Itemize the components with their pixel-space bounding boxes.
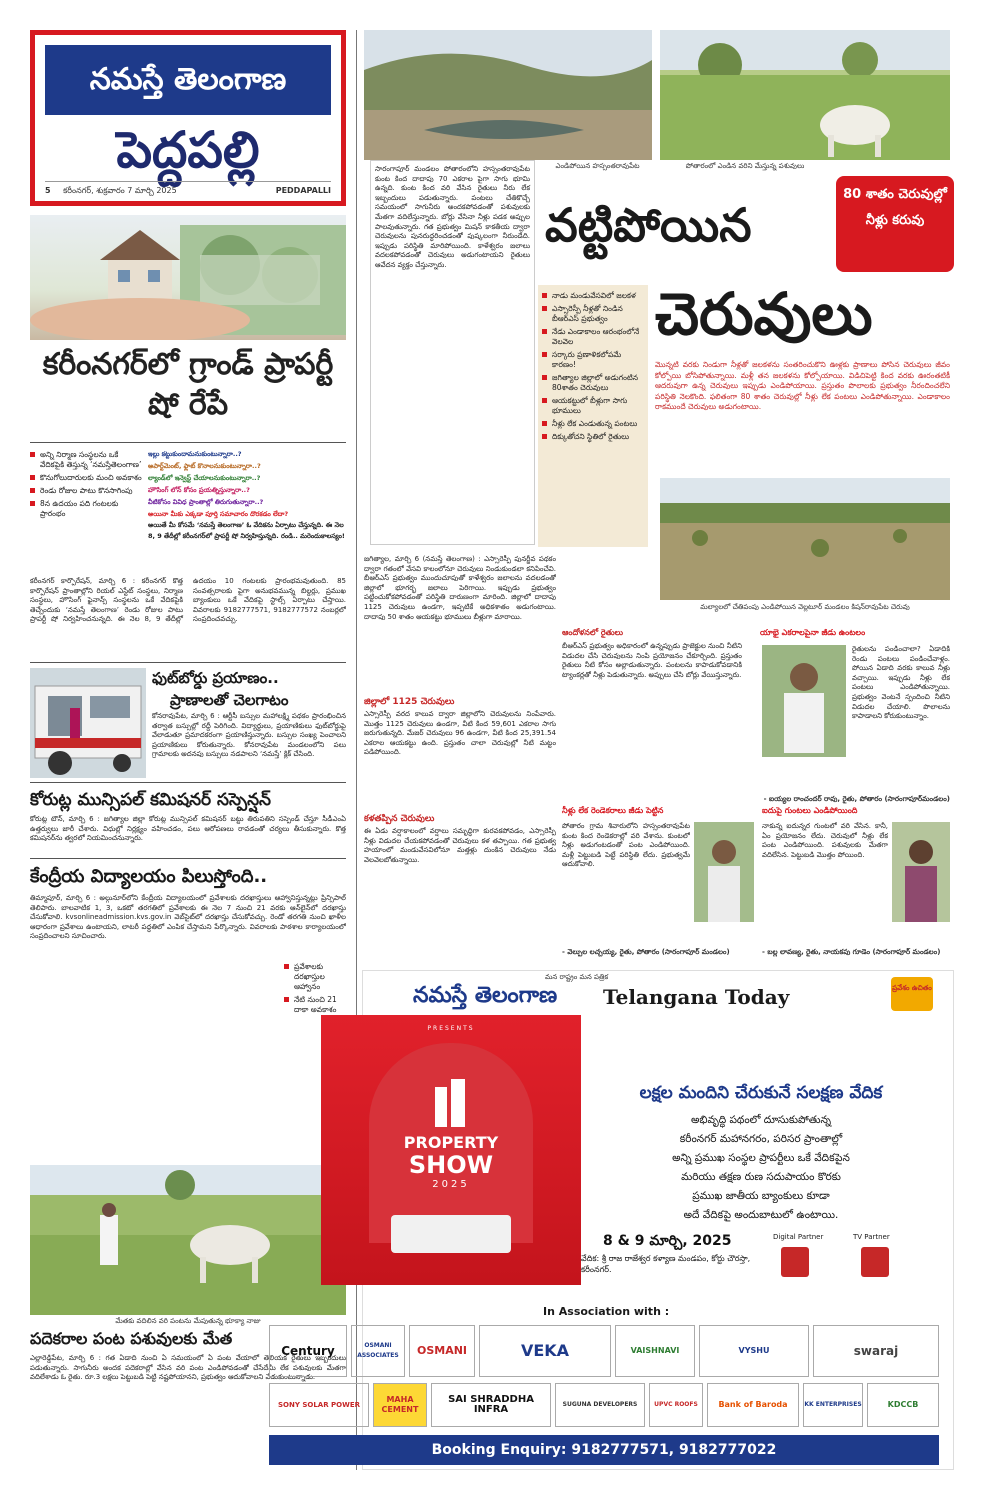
bullet-item: సర్కారు ప్రణాళికలోపమే కారణం! <box>542 350 644 370</box>
booking-enquiry: Booking Enquiry: 9182777571, 9182777022 <box>431 1442 777 1458</box>
free-entry: ప్రవేశం ఉచితం <box>892 984 932 992</box>
farmer1-photo <box>762 645 846 757</box>
sponsor-logo: MAHA CEMENT <box>373 1383 427 1427</box>
tanks-body-4: బీఆర్ఎస్ ప్రభుత్వం అధికారంలో ఉన్నప్పుడు ప్రాజెక్టుల నుంచి నీటిని విడుదల చేసి చెరువులను నింపి ప్రయోజనం చేకూర్చింది. ప్రస్తుతం రైతులు నీటి కోసం అల్లాడుతున్నారు. పంటలను కాపాడుకోవడానికి ట్యాంకర్లతో నీళ్లు పెడుతున్నారు. అప్పులు చేసి బోర్లు వేయిస్తున్నారు. <box>562 642 742 679</box>
ad-brand-te: నమస్తే తెలంగాణ <box>413 983 558 1008</box>
kvs-body: తిమ్మాపూర్, మార్చి 6 : అల్గునూర్‌లోని కేంద్రీయ విద్యాలయంలో ప్రవేశాలకు దరఖాస్తులు ఆహ్వానిస్తున్నట్లు ప్రిన్సిపాల్ తెలిపారు. బాలవాటిక 1, 3, ఒకటో తరగతిలో ప్రవేశాలకు ఈ నెల 7 నుంచి 21 వరకు ఆన్‌లైన్‌లో దరఖాస్తు చేసుకోవాలి. kvsonlineadmission.kvs.gov.in వెబ్‌సైట్‌లో దరఖాస్తు చేసుకోవచ్చు. రెండో తరగతి నుంచి ఖాళీల ఆధారంగా ప్రవేశాలు ఉంటాయని, లాటరీ పద్ధతిలో ఎంపిక చేస్తామని పేర్కొన్నారు. వివరాలకు పాఠశాల కార్యాలయంలో సంప్రదించాలని సూచించారు. <box>30 894 346 941</box>
bus-body: కోనరావుపేట, మార్చి 6 : ఆర్టీసీ బస్సుల మహాలక్ష్మి పథకం ప్రారంభించిన తర్వాత బస్సుల్లో రద్దీ పెరిగింది. విద్యార్థులు, ప్రయాణికులు ఫుట్‌బోర్డుపై వేలాడుతూ ప్రమాదకరంగా ప్రయాణిస్తున్నారు. బస్సుల సంఖ్య పెంచాలని ప్రయాణికులు కోరుతున్నారు. కోనరావుపేట మండలంలోని పలు గ్రామాలకు అదనపు బస్సులు నడపాలని ‘నమస్తే’ క్లిక్‌ చేసింది. <box>152 712 346 759</box>
tanks-sub-2: కళతప్పిన చెరువులు <box>364 814 435 824</box>
dateline: కరీంనగర్, శుక్రవారం 7 మార్చి 2025 <box>63 186 177 195</box>
korutla-headline: కోరుట్ల మున్సిపల్ కమిషనర్ సస్పెన్షన్ <box>30 790 271 810</box>
question-line: ఇల్లు కట్టుకుందామనుకుంటున్నారా..? <box>148 450 242 458</box>
ad-line: అదే వేదికపై అందుబాటులో ఉంటాయి. <box>683 1209 839 1221</box>
farmer2-quote: పోతారం గ్రామ శివారులోని హస్సంతరావుపేట కుంట కింద రెండెకరాల్లో వరి వేశాను. కుంటలో నీళ్లు అడుగంటడంతో పంట ఎండిపోయింది. మళ్లీ పెట్టుబడి పెట్టే పరిస్థితి లేదు. ప్రభుత్వమే ఆదుకోవాలి. <box>562 822 690 869</box>
fodder-headline: పదెకరాల పంట పశువులకు మేత <box>30 1329 233 1348</box>
bus-headline-1: ఫుట్‌బోర్డు ప్రయాణం.. <box>152 669 279 687</box>
question-line: వీటికోసం వివిధ ప్రాంతాల్లో తిరుగుతున్నారా..? <box>148 498 264 506</box>
property-body: కరీంనగర్ కార్పొరేషన్, మార్చి 6 : కరీంనగర్ కొత్త కార్పొరేషన్‌ ప్రాంతాల్లోని రియల్ ఎస్టేట్‌ సంస్థలు, నిర్మాణ సంస్థలు, హౌసింగ్ ఫైనాన్స్ సంస్థలను ఒకే వేదికపైకి తెచ్చేందుకు ‘నమస్తే తెలంగాణ’ రెండు రోజుల పాటు ప్రాపర్టీ షో నిర్వహించనున్నది. ఈ నెల 8, 9 తేదీల్లో ఉదయం 10 గంటలకు ప్రారంభమవుతుంది. 85 సంవత్సరాలకు పైగా అనుభవమున్న బిల్డర్లు, ప్రముఖ బ్యాంకులు ఒకే వేదికపై స్టాల్స్ ఏర్పాటు చేస్తాయి. వివరాలకు 9182777571, 9182777572 నంబర్లలో సంప్రదించవచ్చు. <box>30 577 346 624</box>
show-year: 2025 <box>432 1179 470 1190</box>
bullet-item: 8న ఉదయం పది గంటలకు ప్రారంభం <box>30 499 142 519</box>
tanks-headline-1: వట్టిపోయిన <box>545 198 752 252</box>
farmer2-attr: - వెల్పుల లచ్చయ్య, రైతు, పోతారం (సారంగాపూర్ మండలం) <box>562 948 730 956</box>
ad-dates: 8 & 9 మార్చి, 2025 <box>603 1233 732 1249</box>
bullet-item: అన్ని నిర్మాణ సంస్థలను ఒకే వేదికపైకి తెస్తున్న ‘నమస్తేతెలంగాణ’ <box>30 450 142 470</box>
sponsor-logo: VEKA <box>479 1325 611 1377</box>
tanks-body-1: జగిత్యాల, మార్చి 6 (నమస్తే తెలంగాణ) : ఎస్సారెస్పీ పునర్జీవ పథకం ద్వారా గతంలో వేసవి కాలంలోనూ చెరువులు నిండుకుండలా కనిపించేవి. బీఆర్ఎస్ ప్రభుత్వం ముందుచూపుతో కాళేశ్వరం జలాలను వదలడంతో జిల్లాలో భూగర్భ జలాలు పెరిగాయి. ఇప్పుడు ప్రభుత్వం పట్టించుకోకపోవడంతో పరిస్థితి దారుణంగా మారింది. జిల్లాలో దాదాపు 1125 చెరువులు ఉండగా, ఇప్పటికే అధికశాతం అడుగంటాయి. దాదాపు 50 శాతం ఆయకట్టు భూములు బీళ్లుగా మారాయి. <box>364 555 556 621</box>
tanks-caption-2: పోతారంలో ఎండిన వరిని మేస్తున్న పశువులు <box>685 162 805 170</box>
kvs-body-cont <box>30 962 280 1062</box>
badge-text: 80 శాతం చెరువుల్లో నీళ్లు కరువు <box>843 187 947 228</box>
tanks-caption-3: మల్యాలలో చేతిపంపు ఎండిపోయిన వెల్లటూర్ మండలం కిషన్‌రావుపేట చెరువు <box>700 603 910 611</box>
farmer2-title: నీళ్లు లేక రెండెకరాలు జీడు పెట్టిన <box>562 806 664 815</box>
fodder-body: ఎల్లారెడ్డిపేట, మార్చి 6 : గత ఏడాది నుంచి ఏ సమయంలో ఏ పంట వేయాలో తెలియక రైతులు ఇబ్బందులు పడుతున్నారు. సాగునీరు అందక పదెకరాల్లో వేసిన వరి పంట ఎండిపోవడంతో చేసేదేమీ లేక పశువులకు మేతగా వదిలేశాడు ఓ రైతు. రూ.3 లక్షలు పెట్టుబడి పెట్టి నష్టపోయానని, ప్రభుత్వం ఆదుకోవాలని వేడుకుంటున్నాడు. <box>30 1354 346 1382</box>
property-headline: కరీంనగర్‌లో గ్రాండ్ ప్రాపర్టీ షో రేపే <box>42 347 334 422</box>
property-show-graphic <box>321 1015 581 1285</box>
ad-line: మరియు తక్షణ రుణ సదుపాయం కొరకు <box>681 1171 841 1183</box>
farmer1-quote: రైతులను పండించాలా? ఏడాదికి రెండు పంటలు పండించేవాళ్లం. పోయిన ఏడాది వరకు కాలువ నీళ్లు వచ్చాయి. ఇప్పుడు నీళ్లు లేక పంటలు ఎండిపోతున్నాయి. ప్రభుత్వం వెంటనే స్పందించి నీటిని విడుదల చేయాలి. పొలాలను కాపాడాలని కోరుకుంటున్నాం. <box>852 645 950 721</box>
sponsor-logo: OSMANI ASSOCIATES <box>351 1325 405 1377</box>
korutla-body: కోరుట్ల టౌన్, మార్చి 6 : జగిత్యాల జిల్లా కోరుట్ల మున్సిపల్ కమిషనర్ బట్టు తిరుపతిని సస్పెండ్ చేస్తూ సీడీఎంఏ ఉత్తర్వులు జారీ చేశారు. విధుల్లో నిర్లక్ష్యం వహించడం, పలు ఆరోపణలు రావడంతో చర్యలు తీసుకున్నారు. కొత్త కమిషనర్‌ను త్వరలో నియమించనున్నారు. <box>30 815 346 843</box>
tanks-intro: మొన్నటి వరకు నిండుగా నీళ్లతో జలకళను సంతరించుకొని ఊళ్లకు ప్రాణాలు పోసిన చెరువులు జీవం కోల్పోయి బోసిపోతున్నాయి. మళ్లీ తన జలకళను కోల్పోయాయి. విడిచిపెట్టి కింద వరకు ఊరంతటికీ ఆదరువుగా ఉన్న చెరువులు ఇప్పుడు ఎండిపోయాయి. ప్రస్తుతం పొలాలకు ప్రభుత్వం నీరందించలేని పరిస్థితి నెలకొంది. ఫలితంగా 80 శాతం చెరువుల్లో నీళ్లు లేక పంటలు ఎండిపోతున్నాయి. ఎండాకాలం రాకముందే చెరువులు అడుగంటాయి. <box>655 360 950 412</box>
presents-label: PRESENTS <box>427 1025 475 1032</box>
bullet-item: జగిత్యాల జిల్లాలో అడుగంటిన 80శాతం చెరువులు <box>542 373 644 393</box>
sponsor-logo: KK ENTERPRISES <box>803 1383 863 1427</box>
kvs-bullets <box>284 962 346 1018</box>
ad-venue: వేదిక: శ్రీ రాజ రాజేశ్వర కళ్యాణ మండపం, కోర్టు చౌరస్తా, కరీంనగర్. <box>581 1254 751 1274</box>
ad-tagline: మన రాష్ట్రం మన పత్రిక <box>545 973 609 981</box>
property-bullets <box>30 450 142 522</box>
show-word-1: PROPERTY <box>403 1133 499 1152</box>
sponsor-logo: SONY SOLAR POWER <box>269 1383 369 1427</box>
farmer1-title: యాభై ఎకరాలపైనా జీడు ఉంటలం <box>760 628 866 637</box>
stv-logo <box>781 1247 809 1277</box>
ad-line: అభివృద్ధి పథంలో దూసుకుపోతున్న <box>691 1114 831 1126</box>
sponsor-logo: Bank of Baroda <box>707 1383 799 1427</box>
ad-line: అన్ని ప్రముఖ సంస్థల ప్రాపర్టీలు ఒకే వేదికపైన <box>672 1152 850 1164</box>
bullet-item: నాడు మండువేసవిలో జలకళ <box>542 291 644 301</box>
tanks-headline-2: చెరువులు <box>655 280 873 348</box>
ad-line: ప్రముఖ జాతీయ బ్యాంకులు కూడా <box>692 1190 830 1202</box>
bullet-item: ఎస్సారెస్పీ నీళ్లతో నిండిన బీఆర్ఎస్ ప్రభుత్వం <box>542 304 644 324</box>
tank-photo-2 <box>660 30 950 160</box>
question-line: అపార్ట్‌మెంట్, ఫ్లాట్ కొనాలనుకుంటున్నారా..? <box>148 462 261 470</box>
tanks-bullets <box>538 285 648 547</box>
farmer1-quote-cont <box>762 760 950 790</box>
bullet-item: ఆయకట్టులో బీళ్లుగా సాగు భూములు <box>542 396 644 416</box>
tank-photo-3 <box>660 478 950 600</box>
bullet-item: రెండు రోజుల పాటు కొనసాగింపు <box>30 486 142 496</box>
bullet-item: కొనుగోలుదారులకు మంచి అవకాశం <box>30 473 142 483</box>
ad-title: లక్షల మందిని చేరుకునే సలక్షణ వేదిక <box>639 1083 883 1103</box>
tanks-lead: సారంగాపూర్ మండలం పోతారంలోని హస్సంతరావుపేట కుంట కింద దాదాపు 70 ఎకరాల పైగా సాగు భూమి ఉన్నది. కుంట కింద వరి వేసిన రైతులు నీరు లేక ఇబ్బందులు పడుతున్నారు. పంటలు చేతికొచ్చే సమయంలో సాగునీరు అందకపోవడంతో పశువులకు మేతగా వదిలేస్తున్నారు. బోర్లు వేసినా నీళ్లు పడక అప్పుల పాలవుతున్నారు. గత ప్రభుత్వం మిషన్ కాకతీయ ద్వారా చెరువులను పునరుద్ధరించడంతో పుష్కలంగా నీరుండేది. ఇప్పుడు పరిస్థితి మారిపోయింది. కాళేశ్వరం జలాలు వదలకపోవడంతో చెరువులు అడుగంటాయని రైతులు ఆవేదన వ్యక్తం చేస్తున్నారు. <box>370 160 535 545</box>
bus-headline-2: ప్రాణాలతో చెలగాటం <box>170 691 289 709</box>
sponsor-logo: VAISHNAVI <box>615 1325 695 1377</box>
tanks-body-3: ఈ ఏడు వర్షాకాలంలో వర్షాలు సమృద్ధిగా కురవకపోవడం, ఎస్సారెస్పీ నీళ్లు విడుదల చేయకపోవడంతో చెరువులు కళ తప్పాయి. గత ప్రభుత్వ హయాంలో మండువేసవిలోనూ మత్తళ్లు దుంకిన చెరువులు నేడు వెలవెలబోతున్నాయి. <box>364 827 556 864</box>
farmer3-quote: నాకున్న ఐదున్నర గుంటలో వరి వేసిన. కానీ, ఏం ప్రయోజనం లేదు. చెరువులో నీళ్లు లేక పంట ఎండిపోయింది. పశువులకు మేతగా వదిలేసిన. పెట్టుబడి మొత్తం పోయింది. <box>762 822 888 859</box>
bullet-item: నీళ్లు లేక ఎండుతున్న పంటలు <box>542 419 644 429</box>
farmer1-attr: - ఐయ్యల రాంచందర్ రావు, రైతు, పోతారం (సారంగాపూర్‌మండలం) <box>763 795 950 803</box>
question-line: హౌసింగ్ లోన్ కోసం ప్రయత్నిస్తున్నారా..? <box>148 486 250 494</box>
property-house-image <box>30 215 346 340</box>
tnews-logo <box>861 1247 889 1277</box>
farmer3-title: ఐదుపై గుంటలు ఎండిపోయింది <box>762 806 858 815</box>
bullet-item: నేడు ఎండాకాలం ఆరంభంలోనే వెలవెల <box>542 327 644 347</box>
ad-brand-en: Telangana Today <box>603 985 790 1009</box>
promo-text: అయితే మీ కోసమే ‘నమస్తే తెలంగాణ’ ఓ వేదికను ఏర్పాటు చేస్తున్నది. ఈ నెల 8, 9 తేదీల్లో కరీంనగర్‌లో ప్రాపర్టీ షో నిర్వహిస్తున్నది. రండి.. మరెందుకాలస్యం! <box>148 521 345 540</box>
dateline-bar <box>45 181 331 199</box>
sponsor-logo: UPVC ROOFS <box>649 1383 703 1427</box>
property-questions <box>148 448 346 542</box>
tv-partner-label: TV Partner <box>853 1233 890 1241</box>
tanks-badge <box>836 176 954 272</box>
sponsor-logo: OSMANI <box>409 1325 475 1377</box>
sponsor-logo: swaraj <box>813 1325 939 1377</box>
tanks-caption-1: ఎండిపోయిన హస్సంతరావుపేట <box>555 162 640 170</box>
page-number: 5 <box>45 186 51 195</box>
digital-partner-label: Digital Partner <box>773 1233 824 1241</box>
brand-logo: నమస్తే తెలంగాణ <box>45 45 331 115</box>
farmer3-attr: - బల్ల లావణ్య, రైతు, నాయకపు గూడెం (సారంగాపూర్ మండలం) <box>762 948 941 956</box>
sponsor-logo: Century <box>269 1325 347 1377</box>
sponsor-logo: KDCCB <box>867 1383 939 1427</box>
show-word-2: SHOW <box>408 1151 494 1179</box>
fodder-photo <box>30 1165 346 1315</box>
tanks-sub-1: జిల్లాలో 1125 చెరువులు <box>364 697 455 707</box>
masthead <box>30 30 346 206</box>
ad-lines <box>581 1111 941 1225</box>
assoc-label: In Association with : <box>543 1305 670 1318</box>
ad-free-entry-badge <box>891 977 933 1011</box>
tanks-body-2: ఎస్సారెస్పీ వరద కాలువ ద్వారా జిల్లాలోని చెరువులను నింపేవారు. మొత్తం 1125 చెరువులు ఉండగా, వీటి కింద 59,601 ఎకరాల సాగు జరుగుతున్నది. మేజర్ చెరువులు 96 ఉండగా, వీటి కింద 25,391.54 ఎకరాల ఆయకట్టు ఉంది. ప్రస్తుతం చాలా చెరువుల్లో నీటి మట్టం పడిపోయింది. <box>364 710 556 757</box>
sponsor-logo: SUGUNA DEVELOPERS <box>555 1383 645 1427</box>
kvs-headline: కేంద్రీయ విద్యాలయం పిలుస్తోంది.. <box>30 866 268 887</box>
edition-en: PEDDAPALLI <box>275 186 331 195</box>
booking-bar <box>269 1435 939 1465</box>
bullet-item: నేటి నుంచి 21 దాకా అవకాశం <box>284 995 346 1015</box>
fodder-caption: మేతకు వదిలిన వరి పంటను మేపుతున్న భూక్యా నాజు <box>115 1317 261 1325</box>
sponsor-logo: VYSHU <box>699 1325 809 1377</box>
bullet-item: దిక్కుతోచని స్థితిలో రైతులు <box>542 432 644 442</box>
farmer2-photo <box>694 822 754 922</box>
sponsor-logo: SAI SHRADDHA INFRA <box>431 1383 551 1427</box>
bus-photo <box>30 668 146 778</box>
bullet-item: ప్రవేశాలకు దరఖాస్తుల ఆహ్వానం <box>284 962 346 992</box>
tanks-sub-3: ఆందోళనలో రైతులు <box>562 628 624 637</box>
edition-title: పెద్దపల్లి <box>116 120 260 179</box>
question-line: ల్యాండ్‌లో ఇన్వెస్ట్ చేయాలనుకుంటున్నారా..? <box>148 474 261 482</box>
ad-line: కరీంనగర్ మహానగరం, పరిసర ప్రాంతాల్లో <box>679 1133 843 1145</box>
question-line: అయినా మీకు ఎక్కడా పూర్తి సమాచారం దొరకడం లేదా? <box>148 510 289 518</box>
tank-photo-1 <box>364 30 652 160</box>
farmer3-photo <box>892 822 950 922</box>
